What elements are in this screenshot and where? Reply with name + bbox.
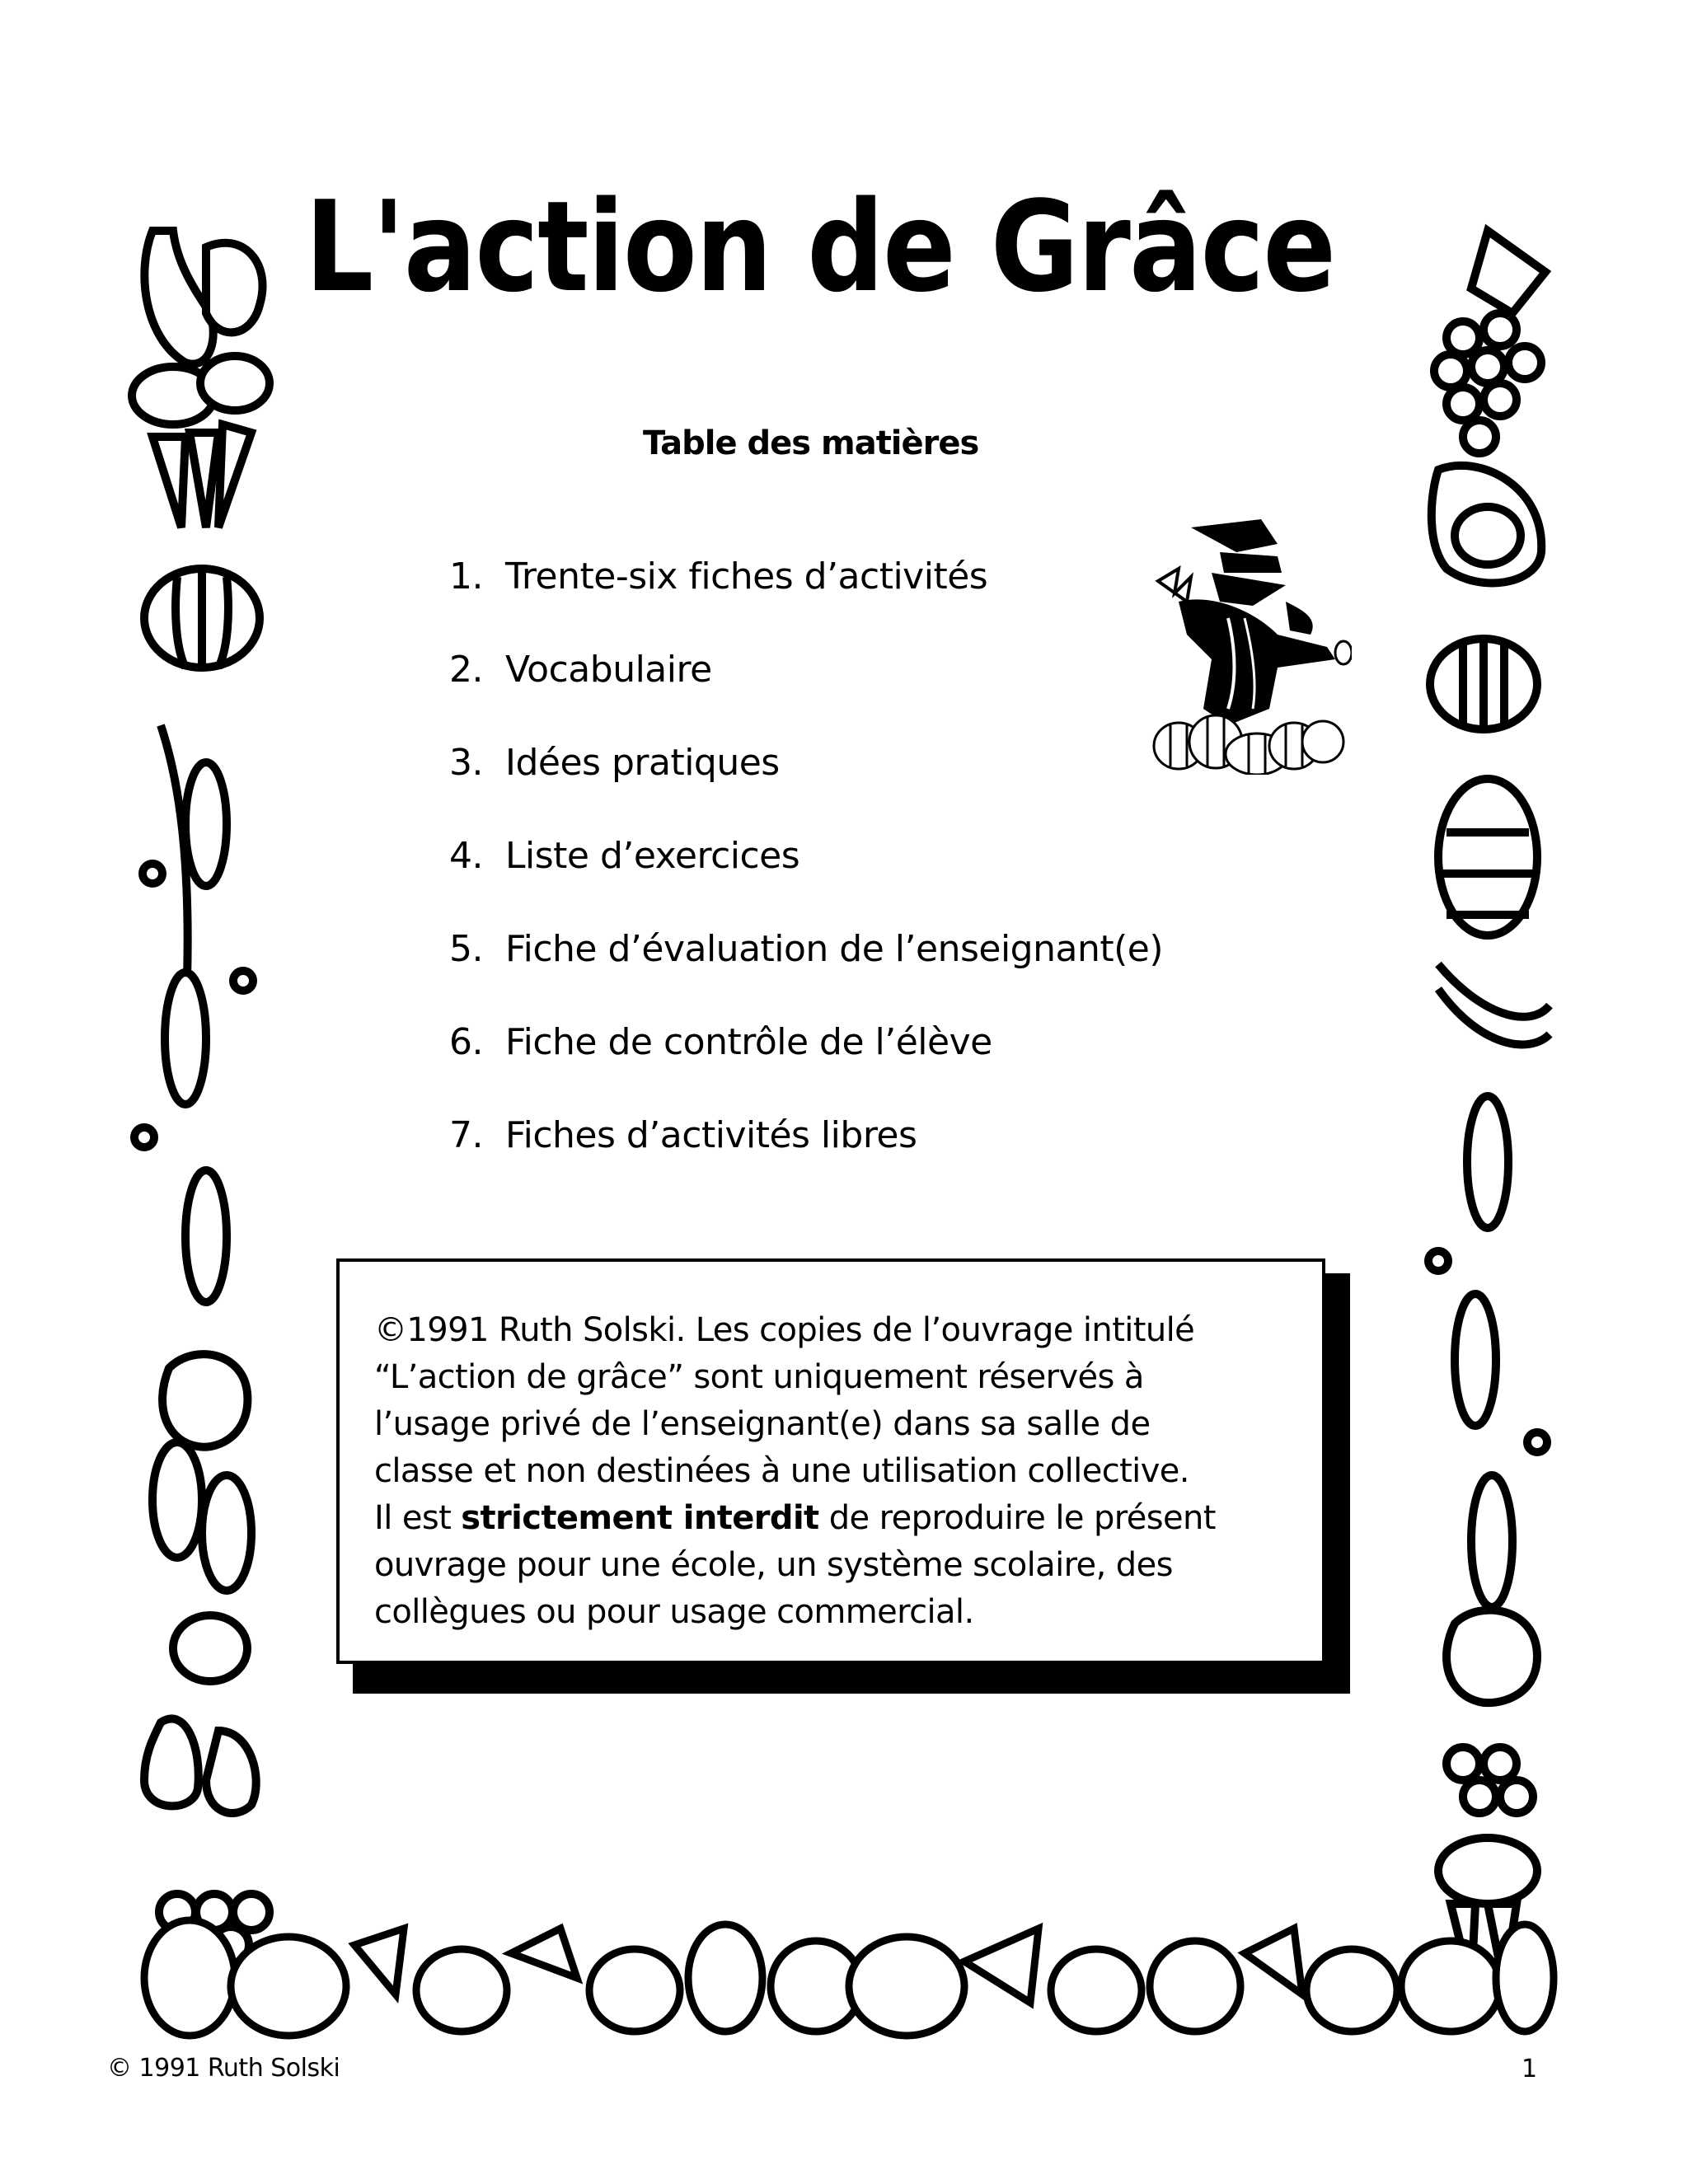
- notice-text-pre: Il est: [374, 1499, 462, 1537]
- notice-emphasis: strictement interdit: [461, 1499, 819, 1537]
- toc-item-label: Fiches d’activités libres: [505, 1114, 917, 1156]
- scarecrow-illustration: [1113, 494, 1352, 775]
- toc-item: [449, 925, 1163, 1018]
- toc-item-number: 1.: [449, 555, 483, 598]
- notice-text-post: de reproduire le présent: [818, 1499, 1216, 1537]
- page-title: L'action de Grâce: [305, 174, 1335, 320]
- harvest-border-left-icon: [128, 198, 276, 1986]
- notice-line: collègues ou pour usage commercial.: [374, 1593, 974, 1631]
- notice-line: [374, 1495, 1306, 1542]
- toc-item: [449, 832, 1163, 925]
- harvest-border-right-icon: [1414, 223, 1558, 1986]
- notice-line: l’usage privé de l’enseignant(e) dans sa salle de: [374, 1405, 1151, 1443]
- notice-line: ©1991 Ruth Solski. Les copies de l’ouvrage intitulé: [374, 1311, 1195, 1349]
- scarecrow-icon: [1113, 494, 1352, 775]
- notice-line: ouvrage pour une école, un système scolaire, des: [374, 1546, 1173, 1584]
- harvest-border-left: [128, 198, 276, 1986]
- toc-item-number: 6.: [449, 1021, 483, 1063]
- toc-item-label: Vocabulaire: [505, 649, 712, 691]
- toc-item-label: Fiche d’évaluation de l’enseignant(e): [505, 928, 1163, 970]
- toc-item-label: Fiche de contrôle de l’élève: [505, 1021, 992, 1063]
- toc-item: [449, 1018, 1163, 1111]
- toc-item-number: 3.: [449, 742, 483, 784]
- page-number: 1: [1522, 2055, 1538, 2083]
- copyright-notice-box: [336, 1258, 1325, 1664]
- toc-item-number: 2.: [449, 649, 483, 691]
- toc-item: [449, 1111, 1163, 1204]
- toc-item-label: Liste d’exercices: [505, 835, 800, 877]
- toc-heading: Table des matières: [643, 424, 979, 462]
- toc-item-label: Trente-six fiches d’activités: [505, 555, 988, 598]
- harvest-border-bottom: [132, 1896, 1558, 2040]
- toc-item: [449, 552, 1163, 645]
- harvest-border-bottom-icon: [132, 1896, 1558, 2040]
- toc-item-number: 7.: [449, 1114, 483, 1156]
- toc-item-number: 5.: [449, 928, 483, 970]
- harvest-border-right: [1414, 223, 1558, 1986]
- notice-line: classe et non destinées à une utilisation collective.: [374, 1452, 1189, 1490]
- toc-item-number: 4.: [449, 835, 483, 877]
- toc-item: [449, 738, 1163, 832]
- table-of-contents: [449, 552, 1163, 1204]
- toc-item: [449, 645, 1163, 738]
- notice-line: “L’action de grâce” sont uniquement réservés à: [374, 1358, 1144, 1396]
- toc-item-label: Idées pratiques: [505, 742, 780, 784]
- footer-copyright: © 1991 Ruth Solski: [107, 2054, 340, 2083]
- copyright-notice-text: [374, 1307, 1306, 1636]
